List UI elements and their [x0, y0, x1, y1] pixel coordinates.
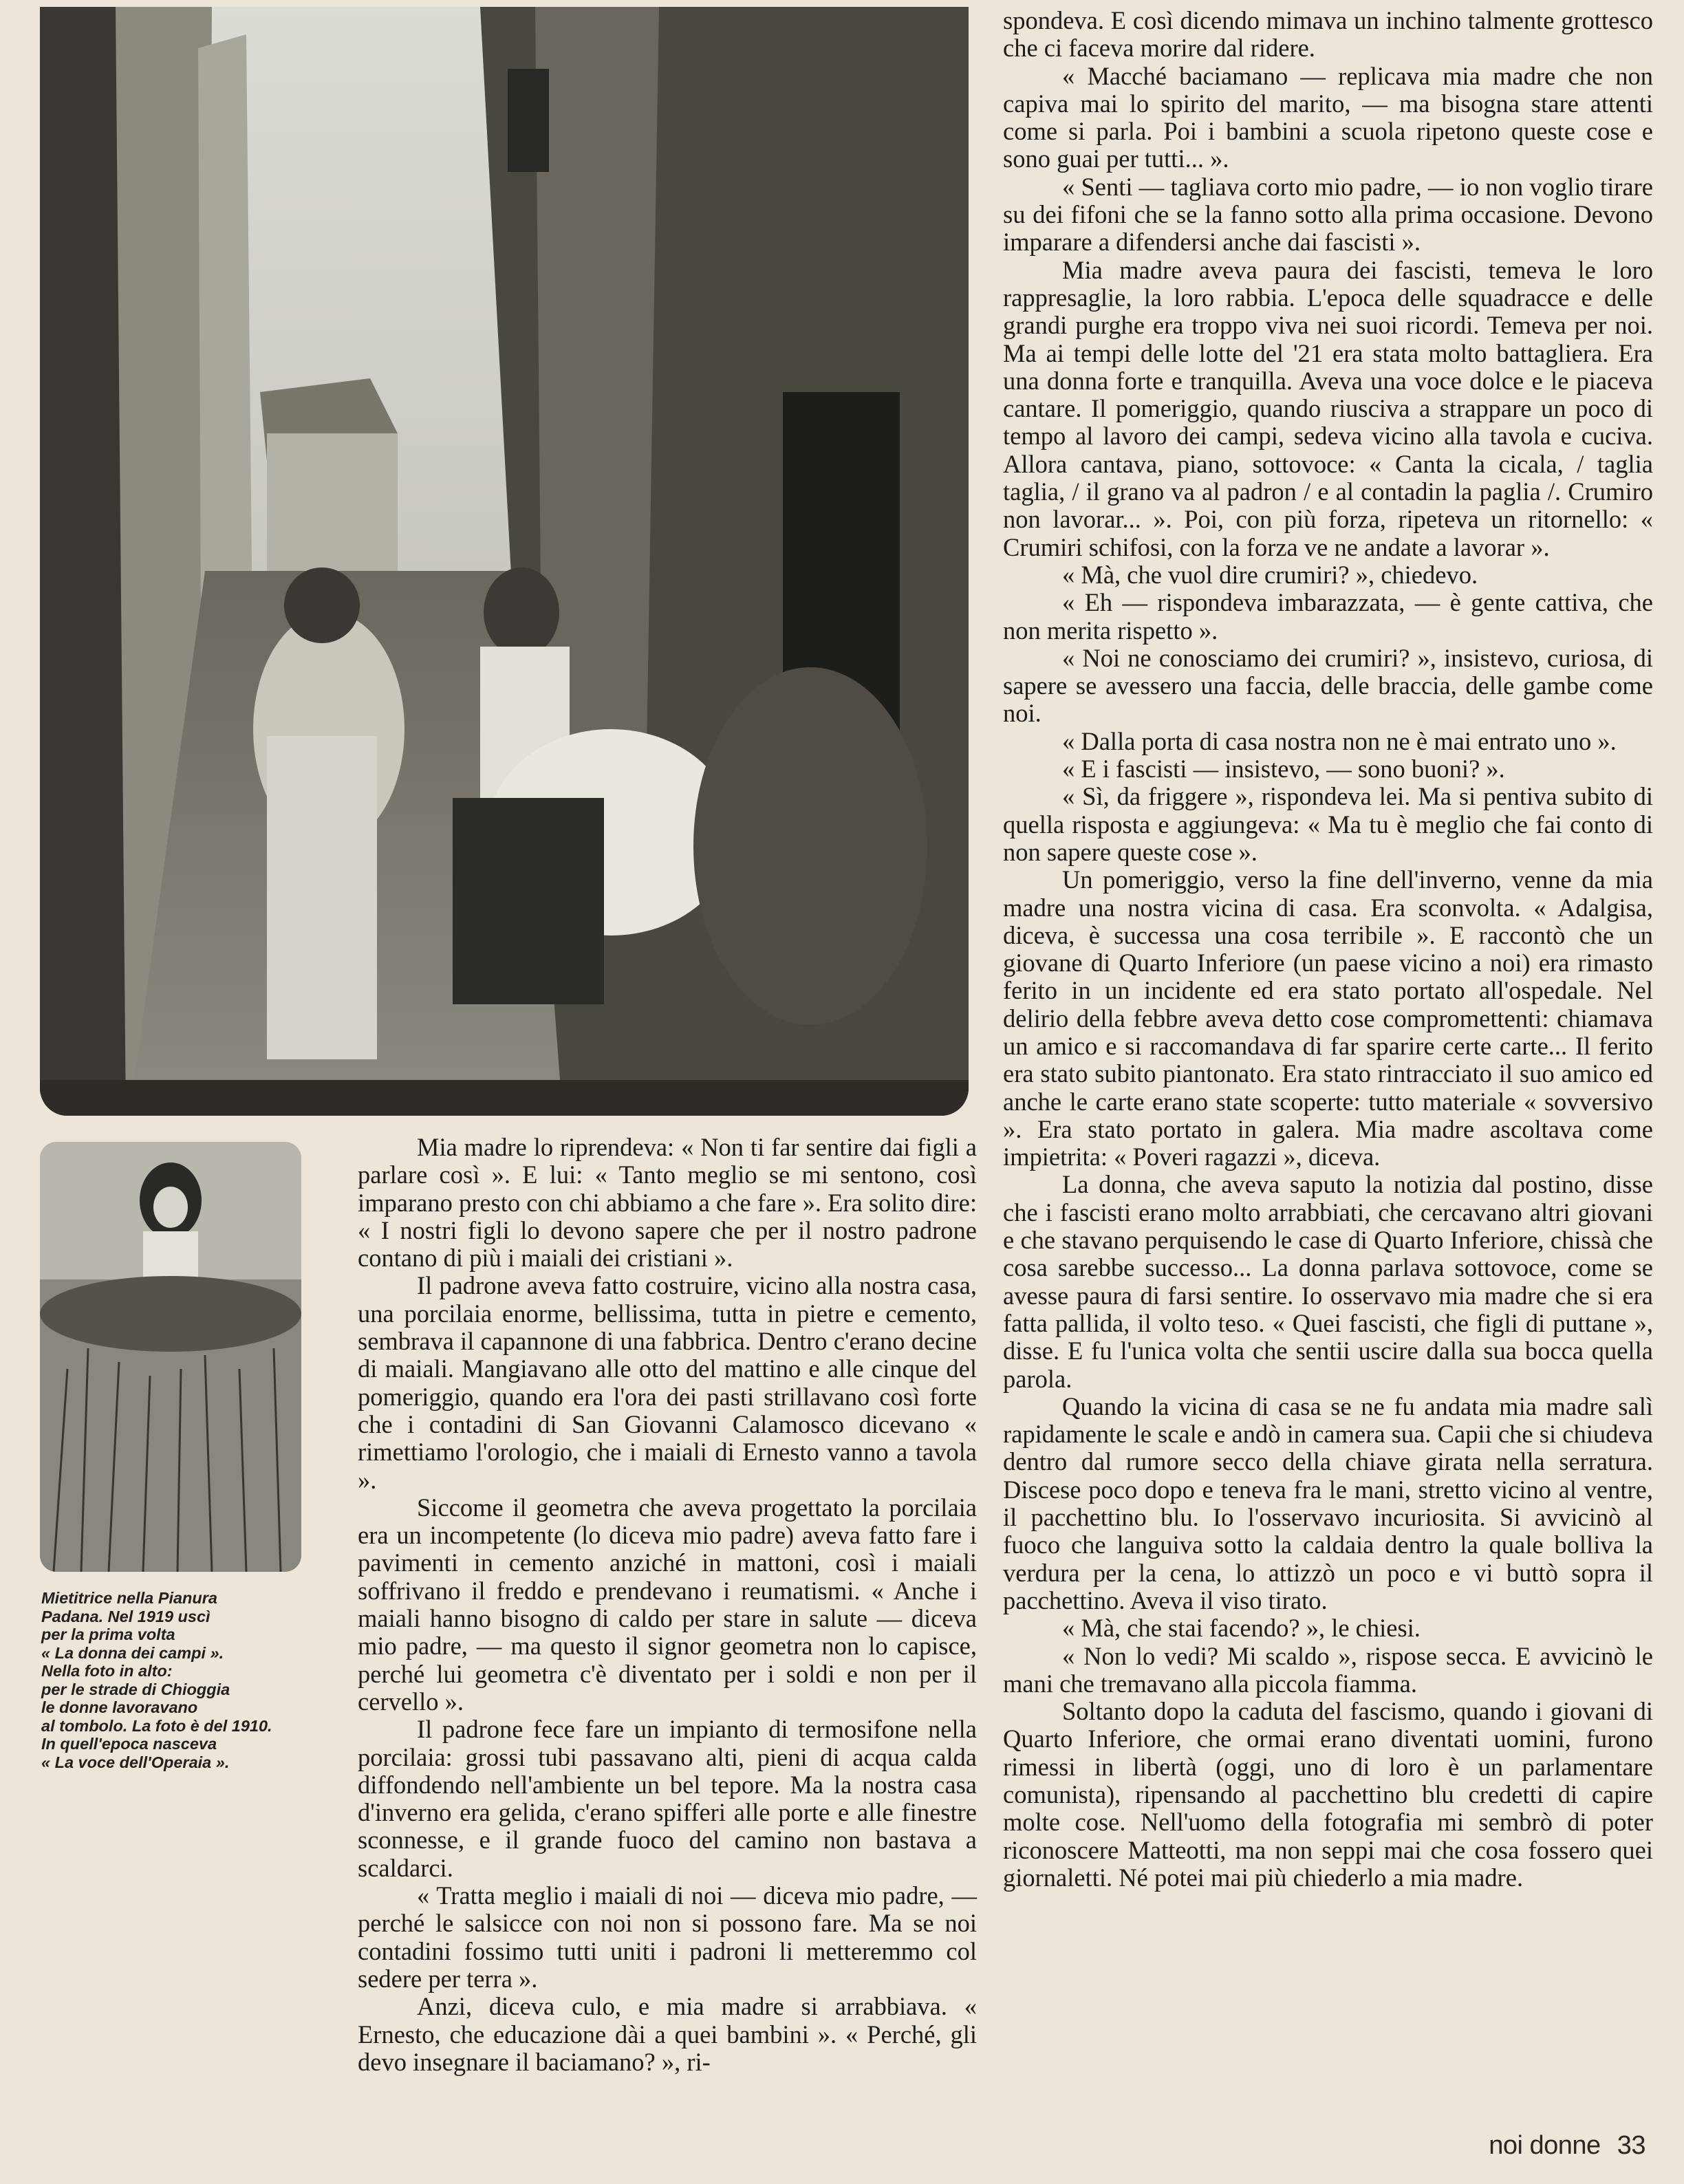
- paragraph: Quando la vicina di casa se ne fu andata mia madre salì rapidamente le scale e andò in camera sua. Capii che si chiudeva dentro dal rumore secco della chiave girata nella serratura. Discese poco dopo e teneva fra le mani, stretto vicino al ventre, il pacchettino blu. Io l'osservavo incuriosita. Si avvicinò al fuoco che languiva sotto la caldaia dentro la quale bolliva la verdura per la cena, lo attizzò un poco e vi buttò sopra il pacchettino. Aveva il viso tirato.: [1003, 1392, 1653, 1614]
- photo-wheat-reaper-woman-icon: [40, 1142, 301, 1572]
- caption-line: Mietitrice nella Pianura: [41, 1589, 217, 1607]
- article-column-right: [1003, 7, 1653, 1892]
- caption-line: al tombolo. La foto è del 1910.: [41, 1716, 272, 1735]
- paragraph: Mia madre aveva paura dei fascisti, temeva le loro rappresaglie, la loro rabbia. L'epoca delle squadracce e delle grandi purghe era troppo viva nei suoi ricordi. Temeva per noi. Ma ai tempi delle lotte del '21 era stata molto battagliera. Era una donna forte e tranquilla. Aveva una voce dolce e le piaceva cantare. Il pomeriggio, quando riusciva a strappare un poco di tempo al lavoro dei campi, sedeva vicino alla tavola e cuciva. Allora cantava, piano, sottovoce: « Canta la cicala, / taglia taglia, / il grano va al padron / e al contadin la paglia /. Crumiro non lavorar... ». Poi, con più forza, ripeteva un ritornello: « Crumiri schifosi, con la forza ve ne andate a lavorar ».: [1003, 255, 1653, 561]
- caption-line: In quell'epoca nasceva: [41, 1735, 217, 1753]
- paragraph: Soltanto dopo la caduta del fascismo, quando i giovani di Quarto Inferiore, che ormai erano diventati uomini, furono rimessi in libertà (oggi, uno di loro è un parlamentare comunista), ripensando al pacchettino blu credetti di capire molte cose. Nell'uomo della fotografia mi sembrò di poter riconoscere Matteotti, ma non seppi mai che cosa fossero quei giornaletti. Né potei mai più chiederlo a mia madre.: [1003, 1697, 1653, 1892]
- caption-line: le donne lavoravano: [41, 1698, 198, 1716]
- paragraph: « Eh — rispondeva imbarazzata, — è gente cattiva, che non merita rispetto ».: [1003, 588, 1653, 645]
- paragraph: Un pomeriggio, verso la fine dell'inverno, venne da mia madre una nostra vicina di casa. Era sconvolta. « Adalgisa, diceva, è successa una cosa terribile ». E raccontò che un giovane di Quarto Inferiore (un paese vicino a noi) era rimasto ferito in un incidente ed era stato portato all'ospedale. Nel delirio della febbre aveva detto cose compromettenti: chiamava un amico e si raccomandava di far sparire certe carte... Il ferito era stato subito piantonato. Era stato rintracciato il suo amico ed anche le carte erano state scoperte: tutto materiale « sovversivo ». Era stato portato in galera. Mia madre ascoltava come impietrita: « Poveri ragazzi », diceva.: [1003, 865, 1653, 1171]
- reaper-photo: [40, 1142, 301, 1572]
- paragraph: spondeva. E così dicendo mimava un inchino talmente grottesco che ci faceva morire dal ridere.: [1003, 6, 1653, 63]
- paragraph: « Mà, che stai facendo? », le chiesi.: [1062, 1614, 1421, 1643]
- caption-line: Padana. Nel 1919 uscì: [41, 1607, 210, 1625]
- paragraph: « Macché baciamano — replicava mia madre che non capiva mai lo spirito del marito, — ma bisogna stare attenti come si parla. Poi i bambini a scuola ripetono queste cose e sono guai per tutti... ».: [1003, 61, 1653, 173]
- paragraph: « Noi ne conosciamo dei crumiri? », insistevo, curiosa, di sapere se avessero una faccia, delle braccia, delle gambe come noi.: [1003, 643, 1653, 728]
- street-photo-chioggia-lacemakers-icon: [40, 7, 969, 1116]
- paragraph: « Sì, da friggere », rispondeva lei. Ma si pentiva subito di quella risposta e aggiungeva: « Ma tu è meglio che fai conto di non sapere queste cose ».: [1003, 782, 1653, 866]
- paragraph: « E i fascisti — insistevo, — sono buoni? ».: [1062, 755, 1505, 783]
- caption-line: « La voce dell'Operaia ».: [41, 1753, 230, 1771]
- paragraph: « Mà, che vuol dire crumiri? », chiedevo.: [1062, 560, 1478, 589]
- paragraph: La donna, che aveva saputo la notizia dal postino, disse che i fascisti erano molto arrabbiati, che cercavano altri giovani e che stavano perquisendo le case di Quarto Inferiore, chissà che cosa sarebbe successo... La donna parlava sottovoce, come se avesse paura di farsi sentire. Io osservavo mia madre che si era fatta pallida, il volto teso. « Quei fascisti, che figli di puttane », disse. E fu l'unica volta che sentii uscire dalla sua bocca quella parola.: [1003, 1170, 1653, 1393]
- paragraph: Il padrone fece fare un impianto di termosifone nella porcilaia: grossi tubi passavano alti, pieni di acqua calda diffondendo nell'ambiente un bel tepore. Ma la nostra casa d'inverno era gelida, c'erano spifferi alle porte e alle finestre sconnesse, e il grande fuoco del camino non bastava a scaldarci.: [358, 1715, 977, 1882]
- article-column-left: [358, 1134, 977, 2076]
- caption-line: Nella foto in alto:: [41, 1662, 173, 1680]
- page-footer: [1489, 2131, 1645, 2161]
- paragraph: Mia madre lo riprendeva: « Non ti far sentire dai figli a parlare così ». E lui: « Tanto meglio se mi sentono, così imparano presto con chi abbiamo a che fare ». Era solito dire: « I nostri figli lo devono sapere che per il nostro padrone contano di più i maiali dei cristiani ».: [358, 1133, 977, 1273]
- caption-line: per la prima volta: [41, 1625, 175, 1643]
- paragraph: Siccome il geometra che aveva progettato la porcilaia era un incompetente (lo diceva mio padre) aveva fatto fare i pavimenti in cemento anziché in mattoni, così i maiali soffrivano il freddo e prendevano i reumatismi. « Anche i maiali hanno bisogno di caldo per stare in salute — diceva mio padre, — ma questo il signor geometra non lo capisce, perché lui geometra c'è diventato per i soldi e non per il cervello ».: [358, 1493, 977, 1716]
- paragraph: « Senti — tagliava corto mio padre, — io non voglio tirare su dei fifoni che se la fanno sotto alla prima occasione. Devono imparare a difendersi anche dai fascisti ».: [1003, 172, 1653, 257]
- paragraph: Il padrone aveva fatto costruire, vicino alla nostra casa, una porcilaia enorme, bellissima, tutta in pietre e cemento, sembrava il capannone di una fabbrica. Dentro c'erano decine di maiali. Mangiavano alle otto del mattino e alle cinque del pomeriggio, quando era l'ora dei pasti strillavano così forte che i contadini di San Giovanni Calamosco dicevano « rimettiamo l'orologio, che i maiali di Ernesto vanno a tavola ».: [358, 1271, 977, 1494]
- caption-line: per le strade di Chioggia: [41, 1680, 230, 1698]
- page-number: 33: [1617, 2131, 1645, 2160]
- paragraph: « Dalla porta di casa nostra non ne è mai entrato uno ».: [1062, 726, 1617, 755]
- paragraph: « Tratta meglio i maiali di noi — diceva mio padre, — perché le salsicce con noi non si possono fare. Ma se noi contadini fossimo tutti uniti i padroni li metteremmo col sedere per terra ».: [358, 1881, 977, 1993]
- photo-caption: [41, 1589, 330, 1771]
- paragraph: « Non lo vedi? Mi scaldo », rispose secca. E avvicinò le mani che tremavano alla piccola fiamma.: [1003, 1641, 1653, 1698]
- street-photo: [40, 7, 969, 1116]
- magazine-name: noi donne: [1489, 2131, 1601, 2160]
- caption-line: « La donna dei campi ».: [41, 1643, 224, 1662]
- paragraph: Anzi, diceva culo, e mia madre si arrabbiava. « Ernesto, che educazione dài a quei bambini ». « Perché, gli devo insegnare il baciamano? », ri-: [358, 1992, 977, 2076]
